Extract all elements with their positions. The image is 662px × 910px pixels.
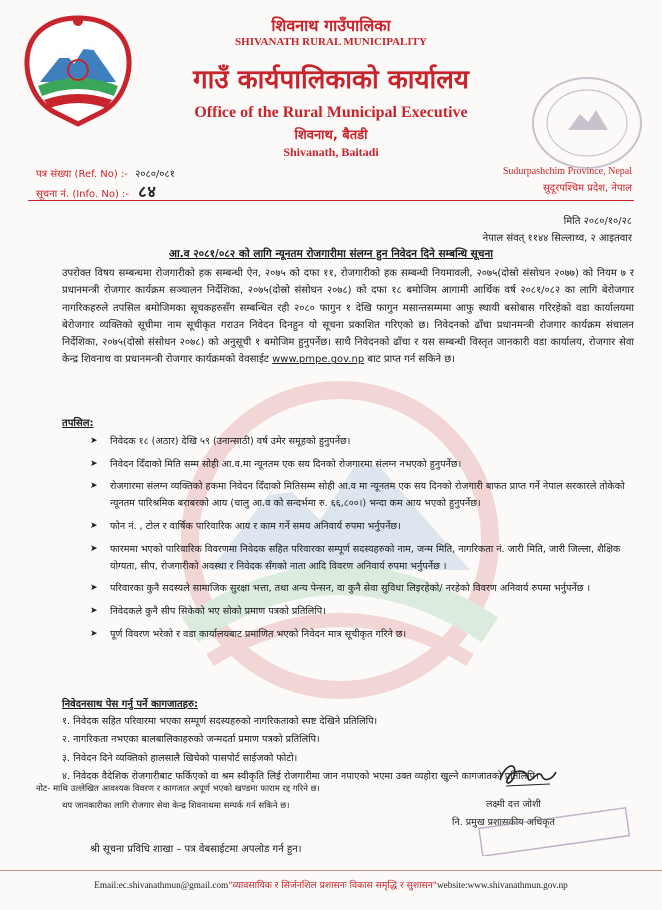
- documents-heading: निवेदनसाथ पेस गर्नु पर्ने कागजातहरु:: [62, 699, 198, 710]
- arrow-bullet-icon: ➤: [90, 520, 98, 531]
- info-value: ८४: [138, 182, 157, 201]
- footer-email: Email:ec.shivanathmun@gmail.com: [94, 880, 229, 890]
- footer-divider: [0, 870, 662, 871]
- officer-stamp: [474, 806, 634, 856]
- arrow-bullet-icon: ➤: [90, 436, 98, 446]
- tapasil-heading: तपसिल:: [62, 418, 94, 429]
- pmpe-website-link[interactable]: www.pmpe.gov.np: [272, 354, 365, 366]
- list-item: ➤ फोन नं. , टोल र वार्षिक पारिवारिक आय र काम गर्ने समय अनिवार्य रुपमा भर्नुपर्नेछ।: [90, 518, 638, 535]
- notice-subject: आ.व २०८१/०८२ को लागि न्यूनतम रोजगारीमा संलग्न हुन निवेदन दिने सम्बन्धि सूचना: [168, 248, 493, 260]
- arrow-bullet-icon: ➤: [90, 543, 98, 554]
- list-item: ➤ निवेदक १८ (अठार) देखि ५९ (उनान्साठी) वर्ष उमेर समूहको हुनुपर्नेछ।: [90, 433, 638, 450]
- list-item: ➤ फारममा भएको पारिवारिक विवरणमा निवेदक सहित परिवारका सम्पूर्ण सदस्यहरुको नाम, जन्म मिति, नागरिकता नं. जारी मिति, जारी जिल्ला, शैक्षिक योग्यता, सीप, रोजगारीको अवस्था र निवेदक सँगको नाता आदि विवरण अनिवार्य रुपमा भर्नुपर्नेछ ।: [90, 541, 638, 575]
- date-line: मिति २०८०/१०/२८: [563, 216, 632, 227]
- info-label: सूचना नं. (Info. No) :-: [36, 189, 130, 200]
- list-item: ३. निवेदन दिने व्यक्तिको हालसालै खिचेको पासपोर्ट साईजको फोटो।: [62, 752, 298, 764]
- arrow-bullet-icon: ➤: [90, 481, 98, 492]
- signatory-name: लक्ष्मी दत्त जोशी: [486, 799, 541, 810]
- paragraph-tail: बाट प्राप्त गर्न सकिने छ।: [367, 354, 456, 366]
- place-nepali: शिवनाथ, बैतडी: [294, 128, 368, 143]
- list-item: ➤ रोजगारमा संलग्न व्यक्तिको हकमा निवेदन दिँदाको मितिसम्म सोही आ.व मा न्यूनतम एक सय दिनको रोजगारी बाफत प्राप्त गर्ने नेपाल सरकारले तोकेको न्यूनतम पारिश्रमिक बराबरको आय (चालु आ.व को सन्दर्भमा रु. ६६,८००।) भन्दा कम आय भएको हुनुपर्नेछ।: [90, 478, 638, 512]
- list-item: ४. निवेदक वैदेशिक रोजगारीबाट फर्किएको वा श्रम स्वीकृति लिई रोजगारीमा जान नपाएको भएमा उक्त व्यहोरा खुल्ने कागजातको प्रतिलिपि।: [62, 770, 539, 782]
- arrow-bullet-icon: ➤: [90, 605, 98, 616]
- contact-note: थप जानकारीका लागि रोजगार सेवा केन्द्र शिवनाथमा सम्पर्क गर्न सकिने छ।: [62, 801, 290, 811]
- info-number: [36, 180, 157, 202]
- signatory-title: नि. प्रमुख प्रशासकीय अधिकृत: [452, 817, 555, 828]
- paragraph-text: उपरोक्त विषय सम्बन्धमा रोजगारीको हक सम्बन्धी ऐन, २०७५ को दफा ११, रोजगारीको हक सम्बन्धी नियमावली, २०७५(दोस्रो संसोधन २०७७) को नियम ७ र प्रधानमन्त्री रोजगार कार्यक्रम सञ्चालन निर्देशिका, २०७५(दोस्रो संसोधन २०७८) को दफा १८ बमोजिम आगामी आर्थिक वर्ष २०८१/०८२ का लागि बेरोजगार नागरिकहरुले तपसिल बमोजिमका सूचकहरुसँग सम्बन्धित रही २०८० फागुन १ देखि फागुन मसान्तसम्ममा आफु स्थायी बसोबास गरिरहेको वडा कार्यालयमा बेरोजगार व्यक्तिको सूचीमा नाम सूचीकृत गराउन निवेदन दिनहुन यो सूचना प्रकाशित गरिएको छ। निवेदनको ढाँचा प्रधानमन्त्री रोजगार कार्यक्रम संचालन निर्देशिका, २०७५(दोस्रो संसोधन २०७८) को अनुसूची १ बमोजिम हुनुपर्नेछ। साथै निवेदनको ढाँचा र यस सम्बन्धी विस्तृत जानकारी वडा कार्यालय, रोजगार सेवा केन्द्र शिवनाथ वा प्रधानमन्त्री रोजगार कार्यक्रमको वेवसाईट: [62, 268, 634, 366]
- arrow-bullet-icon: ➤: [90, 628, 98, 639]
- ref-label: पत्र संख्या (Ref. No) :-: [36, 169, 128, 180]
- nepal-sambat-date: नेपाल संवत् ११४४ सिल्लाथ्व, २ आइतवार: [482, 233, 632, 244]
- list-item: ➤ पूर्ण विवरण भरेको र वडा कार्यालयबाट प्रमाणित भएको निवेदन मात्र सूचीकृत गरिने छ।: [90, 626, 638, 643]
- page-title-nepali: गाउँ कार्यपालिकाको कार्यालय: [193, 65, 469, 95]
- office-stamp: [528, 72, 646, 174]
- place-english: Shivanath, Baitadi: [283, 145, 379, 159]
- list-item: १. निवेदक सहित परिवारमा भएका सम्पूर्ण सदस्यहरुको नागरिकताको स्पष्ट देखिने प्रतिलिपि।: [62, 716, 378, 727]
- office-name-nepali: शिवनाथ गाउँपालिका: [271, 16, 391, 35]
- page-title-english: Office of the Rural Municipal Executive: [194, 104, 468, 121]
- footer-slogan: "व्यावसायिक र सिर्जनशिल प्रशासनः विकास समृद्धि र सुशासन": [228, 880, 438, 891]
- signature: [492, 758, 562, 792]
- office-name-english: SHIVANATH RURAL MUNICIPALITY: [235, 36, 427, 48]
- ref-number: [36, 166, 175, 180]
- list-item: ➤ निवेदन दिँदाको मिति सम्म सोही आ.व.मा न्यूनतम एक सय दिनको रोजगारमा संलग्न नभएको हुनुपर्नेछ।: [90, 456, 638, 473]
- footer: [0, 878, 662, 891]
- ref-value: २०८०/०८१: [135, 169, 175, 180]
- cc-line: श्री सूचना प्रविधि शाखा – पत्र वेबसाईटमा अपलोड गर्न हुन।: [90, 844, 302, 855]
- list-item: ➤ परिवारका कुनै सदस्यले सामाजिक सुरक्षा भत्ता, तथा अन्य पेन्सन, वा कुनै सेवा सुविधा लिइरहेको/ नरहेको विवरण अनिवार्य रुपमा भर्नुपर्नेछ ।: [90, 580, 638, 597]
- footer-website: website:www.shivanathmun.gov.np: [437, 880, 568, 890]
- arrow-bullet-icon: ➤: [90, 583, 98, 594]
- notice-body-paragraph: [62, 265, 634, 369]
- province-english: Sudurpashchim Province, Nepal: [502, 166, 632, 177]
- header-divider: [28, 200, 634, 201]
- list-item: ➤ निवेदकले कुनै सीप सिकेको भए सोको प्रमाण पत्रको प्रतिलिपि।: [90, 603, 638, 620]
- list-item: २. नागरिकता नभएका बालबालिकाहरुको जन्मदर्ता प्रमाण पत्रको प्रतिलिपि।: [62, 734, 320, 746]
- province-nepali: सुदूरपश्चिम प्रदेश, नेपाल: [543, 183, 632, 194]
- arrow-bullet-icon: ➤: [90, 458, 98, 469]
- note-line: नोट- माथि उल्लेखित आवश्यक विवरण र कागजात अपूर्ण भएको खण्डमा फाराम रद्द गरिने छ।: [36, 784, 320, 794]
- criteria-list: [90, 433, 638, 648]
